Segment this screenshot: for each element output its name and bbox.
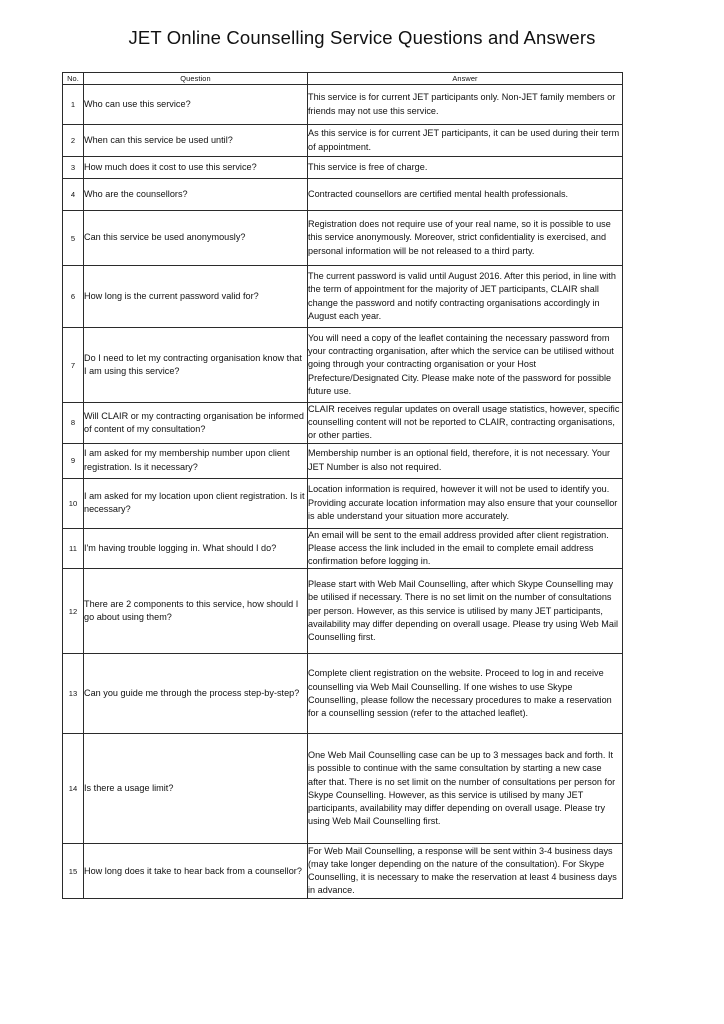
row-number-cell: 5 bbox=[63, 211, 84, 266]
table-row bbox=[63, 125, 623, 157]
answer-cell: This service is for current JET participants only. Non-JET family members or friends may not use this service. bbox=[308, 85, 623, 125]
question-cell: Will CLAIR or my contracting organisation be informed of content of my consultation? bbox=[84, 403, 308, 444]
question-cell: When can this service be used until? bbox=[84, 125, 308, 157]
row-number-cell: 6 bbox=[63, 266, 84, 328]
row-number-cell: 14 bbox=[63, 734, 84, 844]
question-cell: I am asked for my membership number upon client registration. Is it necessary? bbox=[84, 443, 308, 478]
answer-cell: Location information is required, however it will not be used to identify you. Providing accurate location information may also ensure that your counsellor is able understand your situation more accurately. bbox=[308, 478, 623, 528]
table-header bbox=[63, 73, 623, 85]
question-cell: Can this service be used anonymously? bbox=[84, 211, 308, 266]
table-row bbox=[63, 734, 623, 844]
question-cell: Who are the counsellors? bbox=[84, 179, 308, 211]
table-body bbox=[63, 85, 623, 899]
column-header-answer: Answer bbox=[308, 73, 623, 85]
table-row bbox=[63, 266, 623, 328]
question-cell: I am asked for my location upon client registration. Is it necessary? bbox=[84, 478, 308, 528]
answer-cell: Please start with Web Mail Counselling, after which Skype Counselling may be utilised if necessary. There is no set limit on the number of consultations per person. However, as this service is utilised by many JET participants, availability may differ depending on overall usage. Please try using Web Mail Counselling first. bbox=[308, 569, 623, 654]
row-number-cell: 2 bbox=[63, 125, 84, 157]
table-row bbox=[63, 569, 623, 654]
answer-cell: Complete client registration on the website. Proceed to log in and receive counselling via Web Mail Counselling. If one wishes to use Skype Counselling, please follow the necessary procedures to make a reservation for a counselling session (refer to the attached leaflet). bbox=[308, 654, 623, 734]
answer-cell: The current password is valid until August 2016. After this period, in line with the term of appointment for the majority of JET participants, CLAIR shall change the password and notify contracting organisations accordingly in August each year. bbox=[308, 266, 623, 328]
table-row bbox=[63, 211, 623, 266]
row-number-cell: 15 bbox=[63, 844, 84, 899]
answer-cell: Membership number is an optional field, therefore, it is not necessary. Your JET Number is also not required. bbox=[308, 443, 623, 478]
question-cell: I'm having trouble logging in. What should I do? bbox=[84, 528, 308, 569]
qa-table-container bbox=[62, 72, 622, 899]
row-number-cell: 10 bbox=[63, 478, 84, 528]
page-title: JET Online Counselling Service Questions and Answers bbox=[128, 27, 596, 48]
table-row bbox=[63, 528, 623, 569]
column-header-no: No. bbox=[63, 73, 84, 85]
answer-cell: CLAIR receives regular updates on overall usage statistics, however, specific counselling content will not be reported to CLAIR, contracting organisations, or other parties. bbox=[308, 403, 623, 444]
answer-cell: As this service is for current JET participants, it can be used during their term of appointment. bbox=[308, 125, 623, 157]
answer-cell: Contracted counsellors are certified mental health professionals. bbox=[308, 179, 623, 211]
answer-cell: One Web Mail Counselling case can be up to 3 messages back and forth. It is possible to continue with the same consultation by starting a new case after that. There is no set limit on the number of consultations per person for Skype Counselling. However, as this service is utilised by many JET participants, availability may differ depending on overall usage. Please try using Web Mail Counselling first. bbox=[308, 734, 623, 844]
question-cell: How much does it cost to use this service? bbox=[84, 157, 308, 179]
question-cell: Who can use this service? bbox=[84, 85, 308, 125]
table-row bbox=[63, 654, 623, 734]
question-cell: There are 2 components to this service, how should I go about using them? bbox=[84, 569, 308, 654]
qa-table bbox=[62, 72, 623, 899]
row-number-cell: 4 bbox=[63, 179, 84, 211]
table-row bbox=[63, 443, 623, 478]
table-row bbox=[63, 844, 623, 899]
row-number-cell: 8 bbox=[63, 403, 84, 444]
row-number-cell: 7 bbox=[63, 328, 84, 403]
question-cell: Can you guide me through the process step-by-step? bbox=[84, 654, 308, 734]
question-cell: Do I need to let my contracting organisation know that I am using this service? bbox=[84, 328, 308, 403]
answer-cell: An email will be sent to the email address provided after client registration. Please access the link included in the email to complete email address confirmation before logging in. bbox=[308, 528, 623, 569]
question-cell: How long is the current password valid for? bbox=[84, 266, 308, 328]
row-number-cell: 1 bbox=[63, 85, 84, 125]
table-row bbox=[63, 328, 623, 403]
question-cell: Is there a usage limit? bbox=[84, 734, 308, 844]
question-cell: How long does it take to hear back from a counsellor? bbox=[84, 844, 308, 899]
row-number-cell: 9 bbox=[63, 443, 84, 478]
table-row bbox=[63, 157, 623, 179]
answer-cell: This service is free of charge. bbox=[308, 157, 623, 179]
row-number-cell: 13 bbox=[63, 654, 84, 734]
answer-cell: For Web Mail Counselling, a response will be sent within 3-4 business days (may take longer depending on the nature of the consultation). For Skype Counselling, it is necessary to make the reservation at least 4 business days in advance. bbox=[308, 844, 623, 899]
table-row bbox=[63, 478, 623, 528]
row-number-cell: 3 bbox=[63, 157, 84, 179]
table-header-row bbox=[63, 73, 623, 85]
column-header-question: Question bbox=[84, 73, 308, 85]
answer-cell: Registration does not require use of your real name, so it is possible to use this service anonymously. Moreover, strict confidentiality is exercised, and personal information will be not released to a third party. bbox=[308, 211, 623, 266]
table-row bbox=[63, 179, 623, 211]
row-number-cell: 11 bbox=[63, 528, 84, 569]
table-row bbox=[63, 403, 623, 444]
row-number-cell: 12 bbox=[63, 569, 84, 654]
table-row bbox=[63, 85, 623, 125]
answer-cell: You will need a copy of the leaflet containing the necessary password from your contracting organisation, after which the service can be utilised without going through your contracting organisation or your Host Prefecture/Designated City. Please make note of the password for possible future use. bbox=[308, 328, 623, 403]
